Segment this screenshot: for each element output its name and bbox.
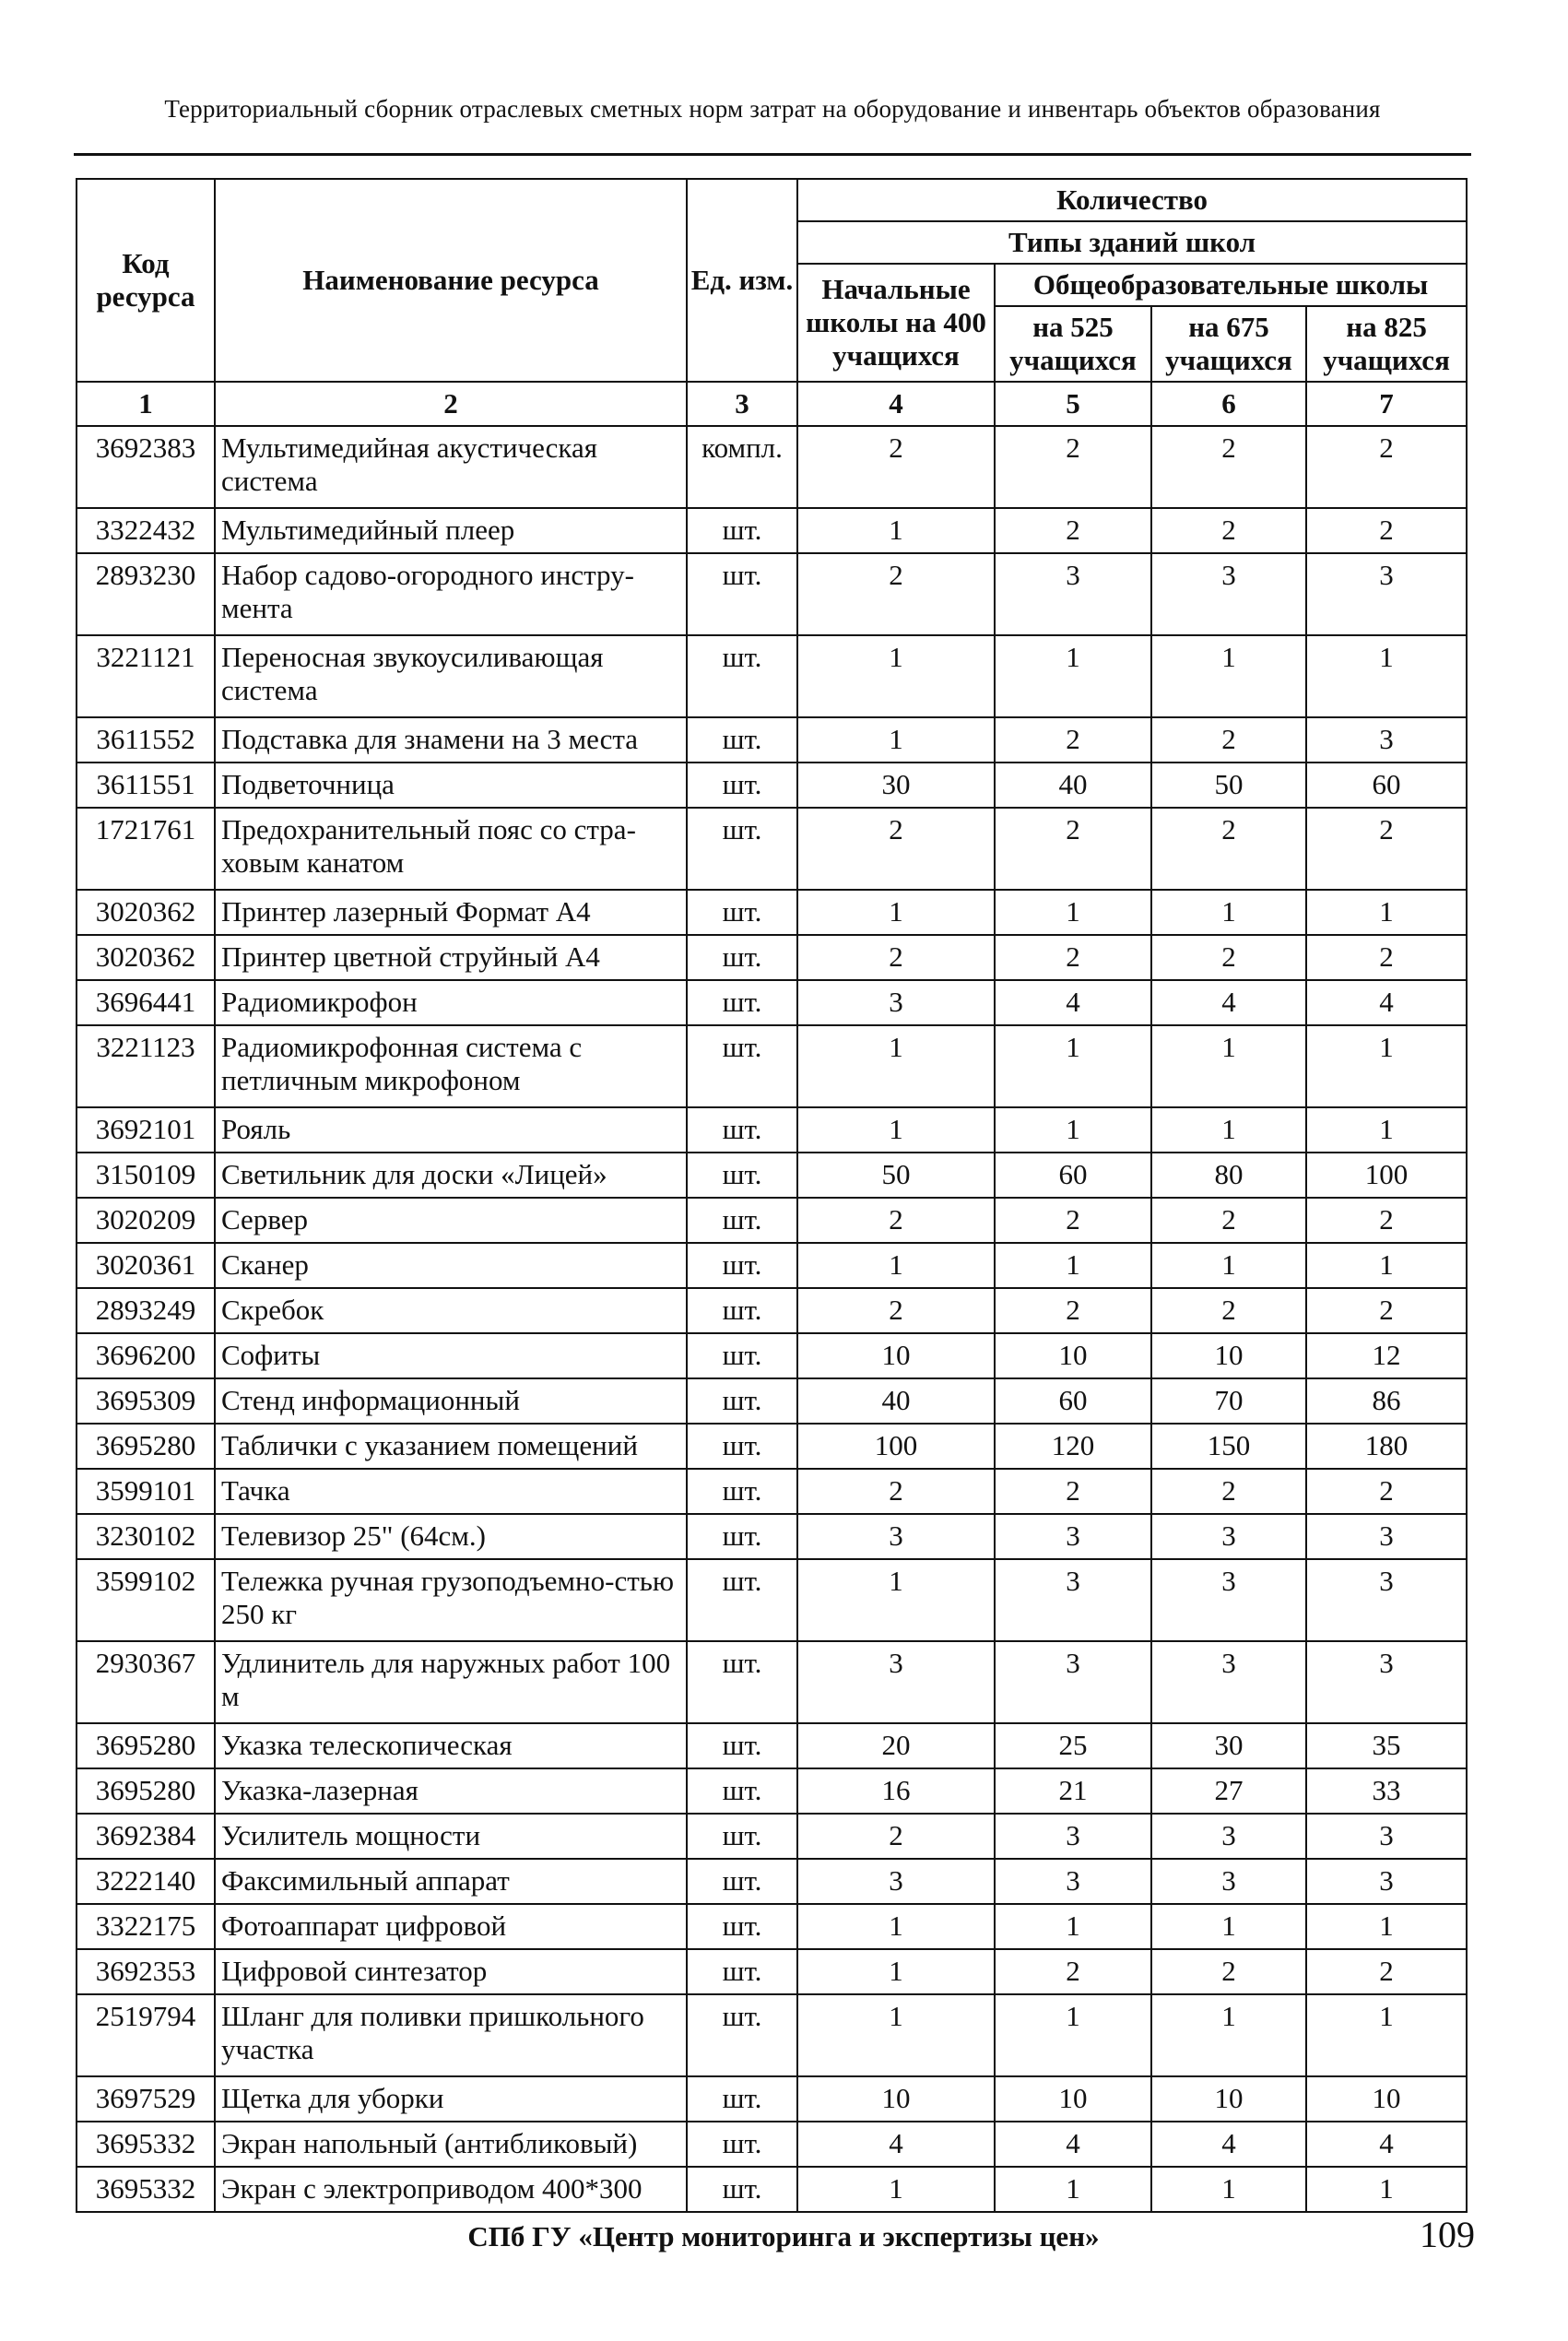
qty-general-675: 2: [1151, 1198, 1306, 1243]
qty-general-825: 2: [1306, 1198, 1467, 1243]
qty-primary-400: 2: [797, 1814, 995, 1859]
qty-primary-400: 2: [797, 426, 995, 508]
resource-code: 3692101: [77, 1107, 215, 1153]
resource-code: 3692384: [77, 1814, 215, 1859]
resource-code: 3611552: [77, 717, 215, 763]
qty-general-825: 180: [1306, 1424, 1467, 1469]
resource-code: 3696441: [77, 980, 215, 1025]
qty-general-675: 2: [1151, 1949, 1306, 1994]
qty-primary-400: 1: [797, 890, 995, 935]
qty-general-525: 3: [995, 1641, 1151, 1723]
table-row: [77, 1288, 1467, 1333]
resource-name: Экран с электроприводом 400*300: [215, 2167, 687, 2212]
table-row: [77, 1949, 1467, 1994]
resource-name: Предохранительный пояс со стра-ховым канатом: [215, 808, 687, 890]
resource-name: Радиомикрофон: [215, 980, 687, 1025]
qty-primary-400: 3: [797, 1641, 995, 1723]
qty-primary-400: 1: [797, 1994, 995, 2076]
qty-general-525: 2: [995, 1288, 1151, 1333]
resource-code: 3020362: [77, 890, 215, 935]
header-name: Наименование ресурса: [215, 179, 687, 382]
qty-general-825: 3: [1306, 1514, 1467, 1559]
resource-name: Набор садово-огородного инстру-мента: [215, 553, 687, 635]
qty-primary-400: 1: [797, 717, 995, 763]
header-rule: [74, 153, 1471, 156]
qty-general-525: 40: [995, 763, 1151, 808]
qty-general-825: 1: [1306, 1994, 1467, 2076]
table-row: [77, 1198, 1467, 1243]
qty-general-675: 1: [1151, 635, 1306, 717]
resource-code: 3697529: [77, 2076, 215, 2122]
table-row: [77, 890, 1467, 935]
unit-of-measure: шт.: [687, 1514, 797, 1559]
unit-of-measure: шт.: [687, 1025, 797, 1107]
resource-code: 2930367: [77, 1641, 215, 1723]
unit-of-measure: шт.: [687, 1107, 797, 1153]
qty-general-825: 2: [1306, 508, 1467, 553]
unit-of-measure: шт.: [687, 980, 797, 1025]
qty-general-675: 27: [1151, 1768, 1306, 1814]
unit-of-measure: шт.: [687, 1288, 797, 1333]
qty-general-525: 1: [995, 1107, 1151, 1153]
qty-general-825: 1: [1306, 890, 1467, 935]
qty-general-525: 21: [995, 1768, 1151, 1814]
resource-name: Фотоаппарат цифровой: [215, 1904, 687, 1949]
header-general-525: на 525 учащихся: [995, 306, 1151, 382]
qty-primary-400: 100: [797, 1424, 995, 1469]
table-row: [77, 1814, 1467, 1859]
resource-code: 3696200: [77, 1333, 215, 1378]
qty-general-525: 1: [995, 890, 1151, 935]
qty-general-675: 3: [1151, 1814, 1306, 1859]
qty-general-675: 2: [1151, 808, 1306, 890]
resource-code: 3150109: [77, 1153, 215, 1198]
qty-general-825: 33: [1306, 1768, 1467, 1814]
resource-code: 1721761: [77, 808, 215, 890]
resource-name: Стенд информационный: [215, 1378, 687, 1424]
qty-general-675: 2: [1151, 935, 1306, 980]
table-row: [77, 1333, 1467, 1378]
qty-general-825: 12: [1306, 1333, 1467, 1378]
unit-of-measure: шт.: [687, 635, 797, 717]
resource-code: 3695280: [77, 1424, 215, 1469]
table-row: [77, 426, 1467, 508]
resource-name: Удлинитель для наружных работ 100 м: [215, 1641, 687, 1723]
unit-of-measure: шт.: [687, 2167, 797, 2212]
table-row: [77, 1025, 1467, 1107]
qty-general-825: 4: [1306, 980, 1467, 1025]
qty-primary-400: 16: [797, 1768, 995, 1814]
resource-code: 3695332: [77, 2122, 215, 2167]
running-header: Территориальный сборник отраслевых сметных норм затрат на оборудование и инвентарь объектов образования: [164, 95, 1381, 123]
qty-primary-400: 4: [797, 2122, 995, 2167]
resource-name: Усилитель мощности: [215, 1814, 687, 1859]
qty-general-525: 2: [995, 508, 1151, 553]
unit-of-measure: шт.: [687, 935, 797, 980]
qty-general-525: 3: [995, 1814, 1151, 1859]
qty-general-825: 2: [1306, 1949, 1467, 1994]
resource-name: Указка телескопическая: [215, 1723, 687, 1768]
qty-general-525: 4: [995, 980, 1151, 1025]
qty-general-525: 60: [995, 1378, 1151, 1424]
header-code: Код ресурса: [77, 179, 215, 382]
qty-general-825: 1: [1306, 635, 1467, 717]
header-building-types: Типы зданий школ: [797, 221, 1467, 264]
qty-general-525: 2: [995, 717, 1151, 763]
qty-general-825: 2: [1306, 808, 1467, 890]
resource-name: Факсимильный аппарат: [215, 1859, 687, 1904]
qty-general-675: 1: [1151, 1994, 1306, 2076]
table-row: [77, 1641, 1467, 1723]
qty-primary-400: 1: [797, 1107, 995, 1153]
unit-of-measure: шт.: [687, 1333, 797, 1378]
qty-general-825: 3: [1306, 1559, 1467, 1641]
qty-general-675: 2: [1151, 508, 1306, 553]
qty-general-675: 1: [1151, 1025, 1306, 1107]
resource-name: Принтер лазерный Формат А4: [215, 890, 687, 935]
qty-general-675: 10: [1151, 2076, 1306, 2122]
qty-general-825: 2: [1306, 426, 1467, 508]
qty-primary-400: 10: [797, 1333, 995, 1378]
table-row: [77, 1723, 1467, 1768]
qty-general-675: 3: [1151, 553, 1306, 635]
resource-code: 3322175: [77, 1904, 215, 1949]
table-row: [77, 1859, 1467, 1904]
qty-primary-400: 2: [797, 935, 995, 980]
qty-primary-400: 3: [797, 1859, 995, 1904]
table-body: [77, 426, 1467, 2212]
resource-code: 3222140: [77, 1859, 215, 1904]
column-number: 3: [687, 382, 797, 426]
qty-general-825: 2: [1306, 1469, 1467, 1514]
resource-name: Скребок: [215, 1288, 687, 1333]
column-number: 1: [77, 382, 215, 426]
qty-primary-400: 50: [797, 1153, 995, 1198]
resource-code: 3695280: [77, 1723, 215, 1768]
qty-general-675: 80: [1151, 1153, 1306, 1198]
unit-of-measure: шт.: [687, 1994, 797, 2076]
header-primary-400: Начальные школы на 400 учащихся: [797, 264, 995, 382]
resource-name: Цифровой синтезатор: [215, 1949, 687, 1994]
resource-code: 3230102: [77, 1514, 215, 1559]
resource-name: Телевизор 25" (64см.): [215, 1514, 687, 1559]
qty-general-825: 2: [1306, 935, 1467, 980]
resource-name: Софиты: [215, 1333, 687, 1378]
table-row: [77, 635, 1467, 717]
resource-code: 3020209: [77, 1198, 215, 1243]
resource-name: Принтер цветной струйный А4: [215, 935, 687, 980]
table-row: [77, 2076, 1467, 2122]
qty-general-525: 10: [995, 1333, 1151, 1378]
resource-code: 3692353: [77, 1949, 215, 1994]
resource-code: 3020361: [77, 1243, 215, 1288]
qty-general-825: 1: [1306, 1243, 1467, 1288]
column-number: 2: [215, 382, 687, 426]
column-number: 6: [1151, 382, 1306, 426]
qty-general-525: 3: [995, 1859, 1151, 1904]
resource-name: Светильник для доски «Лицей»: [215, 1153, 687, 1198]
resource-code: 2893249: [77, 1288, 215, 1333]
qty-general-675: 10: [1151, 1333, 1306, 1378]
qty-primary-400: 10: [797, 2076, 995, 2122]
resource-name: Указка-лазерная: [215, 1768, 687, 1814]
qty-general-825: 2: [1306, 1288, 1467, 1333]
qty-general-675: 150: [1151, 1424, 1306, 1469]
qty-primary-400: 1: [797, 508, 995, 553]
unit-of-measure: шт.: [687, 808, 797, 890]
qty-general-675: 70: [1151, 1378, 1306, 1424]
table-row: [77, 1904, 1467, 1949]
qty-general-525: 2: [995, 1198, 1151, 1243]
resource-code: 3695309: [77, 1378, 215, 1424]
unit-of-measure: шт.: [687, 1378, 797, 1424]
header-general-schools: Общеобразовательные школы: [995, 264, 1467, 306]
resource-name: Таблички с указанием помещений: [215, 1424, 687, 1469]
qty-general-525: 1: [995, 1994, 1151, 2076]
qty-general-525: 60: [995, 1153, 1151, 1198]
qty-general-525: 2: [995, 808, 1151, 890]
qty-general-525: 1: [995, 2167, 1151, 2212]
table-row: [77, 1768, 1467, 1814]
qty-general-825: 1: [1306, 1025, 1467, 1107]
unit-of-measure: шт.: [687, 1559, 797, 1641]
unit-of-measure: шт.: [687, 2122, 797, 2167]
unit-of-measure: шт.: [687, 1723, 797, 1768]
qty-primary-400: 1: [797, 1025, 995, 1107]
qty-primary-400: 1: [797, 635, 995, 717]
qty-primary-400: 3: [797, 1514, 995, 1559]
resource-code: 2519794: [77, 1994, 215, 2076]
resource-name: Подветочница: [215, 763, 687, 808]
qty-general-525: 120: [995, 1424, 1151, 1469]
unit-of-measure: шт.: [687, 1814, 797, 1859]
qty-general-675: 2: [1151, 1288, 1306, 1333]
qty-primary-400: 1: [797, 1949, 995, 1994]
resource-code: 3020362: [77, 935, 215, 980]
qty-primary-400: 40: [797, 1378, 995, 1424]
qty-general-675: 4: [1151, 980, 1306, 1025]
qty-general-825: 1: [1306, 1107, 1467, 1153]
qty-primary-400: 20: [797, 1723, 995, 1768]
qty-general-825: 1: [1306, 2167, 1467, 2212]
unit-of-measure: шт.: [687, 553, 797, 635]
qty-general-525: 3: [995, 1514, 1151, 1559]
qty-general-825: 86: [1306, 1378, 1467, 1424]
qty-general-675: 1: [1151, 890, 1306, 935]
column-number: 5: [995, 382, 1151, 426]
unit-of-measure: шт.: [687, 2076, 797, 2122]
qty-general-675: 2: [1151, 426, 1306, 508]
table-row: [77, 1514, 1467, 1559]
header-general-825: на 825 учащихся: [1306, 306, 1467, 382]
qty-general-525: 3: [995, 1559, 1151, 1641]
table-row: [77, 763, 1467, 808]
qty-primary-400: 30: [797, 763, 995, 808]
unit-of-measure: шт.: [687, 1243, 797, 1288]
resource-code: 3611551: [77, 763, 215, 808]
qty-primary-400: 1: [797, 1904, 995, 1949]
table-row: [77, 1378, 1467, 1424]
qty-general-525: 2: [995, 935, 1151, 980]
unit-of-measure: шт.: [687, 1949, 797, 1994]
qty-general-825: 3: [1306, 553, 1467, 635]
qty-primary-400: 1: [797, 1559, 995, 1641]
table-row: [77, 1107, 1467, 1153]
qty-general-675: 2: [1151, 1469, 1306, 1514]
qty-primary-400: 1: [797, 1243, 995, 1288]
footer-organization: СПб ГУ «Центр мониторинга и экспертизы цен»: [467, 2220, 1100, 2252]
table-row: [77, 935, 1467, 980]
qty-general-675: 1: [1151, 1243, 1306, 1288]
qty-general-525: 4: [995, 2122, 1151, 2167]
qty-general-825: 3: [1306, 717, 1467, 763]
page-number: 109: [1420, 2214, 1475, 2255]
unit-of-measure: шт.: [687, 1469, 797, 1514]
table-row: [77, 980, 1467, 1025]
table-row: [77, 1469, 1467, 1514]
unit-of-measure: шт.: [687, 717, 797, 763]
table-row: [77, 553, 1467, 635]
resource-name: Сервер: [215, 1198, 687, 1243]
qty-primary-400: 2: [797, 1288, 995, 1333]
resource-code: 3692383: [77, 426, 215, 508]
resource-name: Щетка для уборки: [215, 2076, 687, 2122]
resource-code: 3695280: [77, 1768, 215, 1814]
qty-primary-400: 2: [797, 1469, 995, 1514]
resource-table: [76, 178, 1468, 2213]
qty-general-825: 1: [1306, 1904, 1467, 1949]
qty-general-525: 3: [995, 553, 1151, 635]
header-unit: Ед. изм.: [687, 179, 797, 382]
qty-general-525: 2: [995, 426, 1151, 508]
qty-primary-400: 2: [797, 553, 995, 635]
resource-name: Шланг для поливки пришкольного участка: [215, 1994, 687, 2076]
qty-general-525: 25: [995, 1723, 1151, 1768]
unit-of-measure: шт.: [687, 763, 797, 808]
qty-general-525: 10: [995, 2076, 1151, 2122]
table-row: [77, 1153, 1467, 1198]
header-general-675: на 675 учащихся: [1151, 306, 1306, 382]
qty-general-675: 3: [1151, 1514, 1306, 1559]
qty-general-675: 1: [1151, 2167, 1306, 2212]
qty-general-525: 2: [995, 1469, 1151, 1514]
resource-name: Мультимедийный плеер: [215, 508, 687, 553]
header-quantity: Количество: [797, 179, 1467, 221]
table-row: [77, 2167, 1467, 2212]
qty-general-825: 100: [1306, 1153, 1467, 1198]
resource-name: Мультимедийная акустическая система: [215, 426, 687, 508]
qty-general-525: 2: [995, 1949, 1151, 1994]
unit-of-measure: шт.: [687, 1641, 797, 1723]
resource-name: Тачка: [215, 1469, 687, 1514]
qty-general-825: 4: [1306, 2122, 1467, 2167]
qty-general-675: 3: [1151, 1559, 1306, 1641]
qty-general-825: 3: [1306, 1859, 1467, 1904]
column-number: 7: [1306, 382, 1467, 426]
resource-name: Рояль: [215, 1107, 687, 1153]
qty-general-525: 1: [995, 1025, 1151, 1107]
unit-of-measure: шт.: [687, 1153, 797, 1198]
resource-code: 3221123: [77, 1025, 215, 1107]
qty-general-825: 3: [1306, 1641, 1467, 1723]
resource-name: Сканер: [215, 1243, 687, 1288]
table-row: [77, 1243, 1467, 1288]
unit-of-measure: шт.: [687, 508, 797, 553]
unit-of-measure: шт.: [687, 1859, 797, 1904]
table-row: [77, 717, 1467, 763]
qty-primary-400: 3: [797, 980, 995, 1025]
qty-general-675: 50: [1151, 763, 1306, 808]
resource-name: Тележка ручная грузоподъемно-стью 250 кг: [215, 1559, 687, 1641]
qty-primary-400: 2: [797, 808, 995, 890]
unit-of-measure: шт.: [687, 1424, 797, 1469]
qty-general-825: 3: [1306, 1814, 1467, 1859]
unit-of-measure: шт.: [687, 890, 797, 935]
resource-code: 3599102: [77, 1559, 215, 1641]
table-row: [77, 808, 1467, 890]
column-number: 4: [797, 382, 995, 426]
qty-general-675: 1: [1151, 1107, 1306, 1153]
qty-general-525: 1: [995, 1904, 1151, 1949]
table-row: [77, 2122, 1467, 2167]
table-row: [77, 508, 1467, 553]
column-number-row: [77, 382, 1467, 426]
unit-of-measure: шт.: [687, 1198, 797, 1243]
unit-of-measure: компл.: [687, 426, 797, 508]
qty-general-675: 3: [1151, 1859, 1306, 1904]
table-row: [77, 1559, 1467, 1641]
resource-code: 2893230: [77, 553, 215, 635]
qty-general-675: 1: [1151, 1904, 1306, 1949]
resource-name: Переносная звукоусиливающая система: [215, 635, 687, 717]
table-row: [77, 1994, 1467, 2076]
resource-name: Подставка для знамени на 3 места: [215, 717, 687, 763]
resource-code: 3695332: [77, 2167, 215, 2212]
unit-of-measure: шт.: [687, 1904, 797, 1949]
qty-primary-400: 1: [797, 2167, 995, 2212]
qty-general-525: 1: [995, 1243, 1151, 1288]
resource-code: 3322432: [77, 508, 215, 553]
unit-of-measure: шт.: [687, 1768, 797, 1814]
qty-general-675: 2: [1151, 717, 1306, 763]
qty-general-675: 3: [1151, 1641, 1306, 1723]
qty-general-675: 30: [1151, 1723, 1306, 1768]
resource-code: 3221121: [77, 635, 215, 717]
qty-general-825: 10: [1306, 2076, 1467, 2122]
resource-name: Экран напольный (антибликовый): [215, 2122, 687, 2167]
resource-name: Радиомикрофонная система с петличным микрофоном: [215, 1025, 687, 1107]
qty-general-675: 4: [1151, 2122, 1306, 2167]
qty-primary-400: 2: [797, 1198, 995, 1243]
resource-code: 3599101: [77, 1469, 215, 1514]
qty-general-825: 60: [1306, 763, 1467, 808]
table-row: [77, 1424, 1467, 1469]
qty-general-825: 35: [1306, 1723, 1467, 1768]
qty-general-525: 1: [995, 635, 1151, 717]
